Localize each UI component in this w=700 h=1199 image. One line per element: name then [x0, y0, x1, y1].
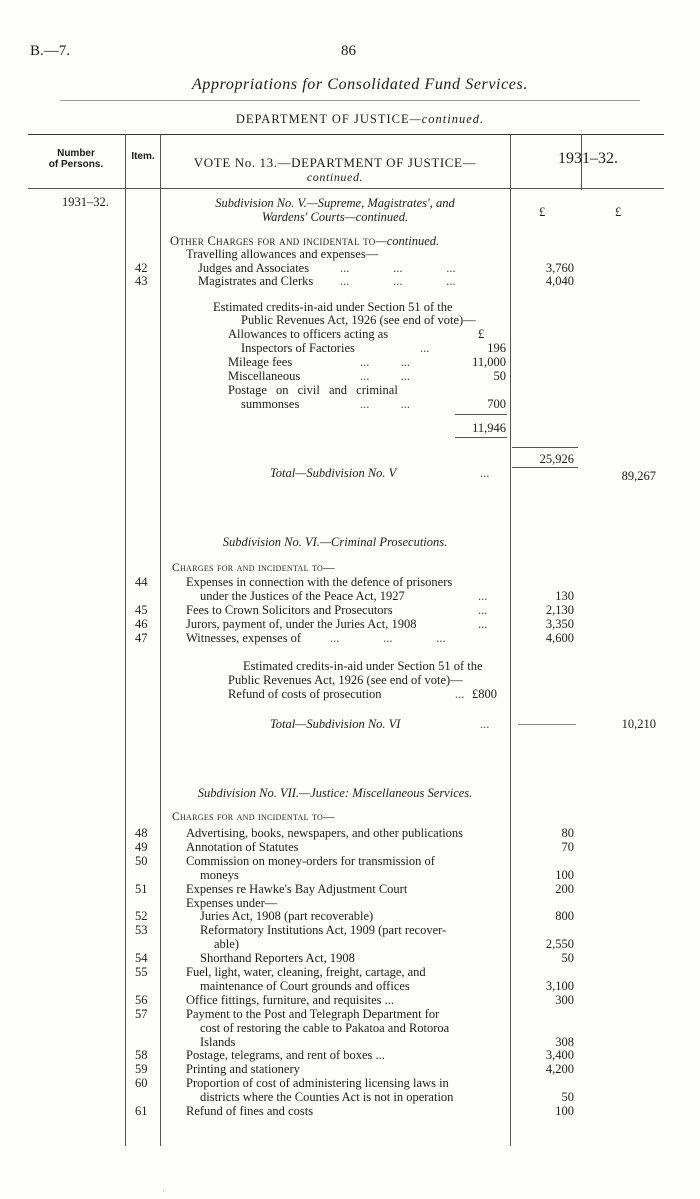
page-footer-mark: ·	[162, 1187, 165, 1196]
vi-credits-line2: Public Revenues Act, 1926 (see end of vote)—	[228, 673, 463, 687]
subdivision-vii-heading: Subdivision No. VII.—Justice: Miscellaneous Services.	[197, 786, 473, 800]
vote-title	[162, 156, 508, 184]
line-item-amount: 50	[561, 951, 574, 966]
credits-line2: Public Revenues Act, 1926 (see end of vote)—	[241, 313, 476, 327]
year-heading: 1931–32.	[558, 150, 618, 167]
persons-header-line1: Number	[57, 148, 95, 159]
line-item-amount: 2,130	[545, 603, 574, 617]
subdivision-vi-heading: Subdivision No. VI.—Criminal Prosecutions.	[222, 535, 448, 549]
line-item-label: Expenses re Hawke's Bay Adjustment Court	[186, 881, 408, 896]
item-number: 45	[135, 603, 148, 617]
leader-dots: ... ...	[360, 369, 410, 383]
table-top-rule	[28, 134, 664, 135]
subdivision-v-group-heading	[170, 234, 439, 248]
item-number: 58	[135, 1048, 148, 1063]
leader-dots: ... ... ...	[340, 274, 456, 288]
group-heading-caps: Other Charges for and incidental to	[170, 234, 376, 248]
leader-dots: ...	[455, 687, 465, 701]
leader-dots: ... ...	[360, 397, 410, 411]
line-item-label: Jurors, payment of, under the Juries Act, 1908	[186, 617, 417, 631]
vi-refund-label: Refund of costs of prosecution	[228, 687, 382, 701]
subdivision-vii-group-heading: Charges for and incidental to—	[172, 811, 335, 823]
vi-credits-line1: Estimated credits-in-aid under Section 51 of the	[243, 659, 483, 673]
table-header-rule	[28, 188, 664, 189]
line-item-amount: 2,550	[545, 937, 574, 952]
item-number: 61	[135, 1104, 148, 1118]
line-item-label: Fuel, light, water, cleaning, freight, cartage, and	[186, 965, 426, 979]
column-divider-persons	[125, 134, 126, 1146]
line-item-amount: 4,040	[545, 274, 574, 288]
item-number: 52	[135, 909, 148, 924]
line-item-amount: 130	[555, 589, 574, 603]
credit-postage-line2: summonses	[241, 397, 300, 411]
travel-heading: Travelling allowances and expenses—	[186, 247, 379, 261]
line-item-amount: 100	[555, 1104, 574, 1118]
item-number: 60	[135, 1076, 148, 1091]
leader-dots: ... ...	[360, 355, 410, 369]
line-item-label: Magistrates and Clerks	[198, 274, 314, 288]
subdivision-v-heading-line2: Wardens' Courts—continued.	[261, 210, 409, 224]
item-number: 47	[135, 631, 148, 645]
line-item-label: Fees to Crown Solicitors and Prosecutors	[186, 603, 393, 617]
subtotal-under-rule	[512, 467, 578, 468]
line-item-label-continued: Expenses under—	[186, 895, 278, 910]
item-number: 59	[135, 1062, 148, 1077]
subdivision-v-subtotal: 25,926	[539, 452, 574, 466]
vote-title-line1: VOTE No. 13.—DEPARTMENT OF JUSTICE—	[193, 155, 477, 170]
line-item-label: Printing and stationery	[186, 1062, 300, 1077]
subdivision-vi-total-label: Total—Subdivision No. VI	[270, 717, 401, 731]
line-item-amount: 800	[555, 909, 574, 924]
line-item-label-continued: under the Justices of the Peace Act, 1927	[200, 589, 405, 603]
line-item-label: Payment to the Post and Telegraph Department for	[186, 1006, 440, 1021]
item-number: 55	[135, 965, 148, 979]
line-item-amount: 4,200	[545, 1062, 574, 1077]
leader-dots: ...	[478, 589, 488, 603]
line-item-label: Postage, telegrams, and rent of boxes ...	[186, 1048, 385, 1063]
header-item: Item.	[131, 151, 155, 162]
leader-dots: ...	[480, 717, 490, 731]
group-heading-suffix: —continued.	[375, 234, 440, 248]
item-number: 54	[135, 951, 148, 966]
line-item-amount: 3,100	[545, 978, 574, 993]
subdivision-v-heading-line1: Subdivision No. V.—Supreme, Magistrates', and	[215, 196, 455, 210]
persons-year: 1931–32.	[62, 195, 109, 209]
item-number: 51	[135, 881, 148, 896]
line-item-amount: 308	[555, 1034, 574, 1049]
subdivision-v-heading	[162, 196, 508, 224]
line-item-label: Witnesses, expenses of	[186, 631, 302, 645]
header-number-of-persons	[28, 148, 124, 170]
line-item-amount: 4,600	[545, 631, 574, 645]
line-item-label-continued: districts where the Counties Act is not in operation	[200, 1090, 454, 1105]
column-divider-item	[160, 134, 161, 1146]
pound-sign-left: £	[539, 205, 546, 219]
line-item-label: Juries Act, 1908 (part recoverable)	[200, 909, 374, 924]
line-item-amount: 3,350	[545, 617, 574, 631]
credit-allowances-line2: Inspectors of Factories	[241, 341, 355, 355]
persons-header-line2: of Persons.	[48, 159, 104, 170]
column-divider-amount	[510, 134, 511, 1146]
credit-misc-label: Miscellaneous	[228, 369, 301, 383]
line-item-amount: 100	[555, 867, 574, 882]
line-item-amount: 50	[561, 1090, 574, 1105]
credits-total: 11,946	[472, 421, 506, 435]
leader-dots: ... ... ...	[340, 261, 456, 275]
line-item-amount: 80	[561, 826, 574, 840]
credit-allowances-line1: Allowances to officers acting as	[228, 327, 389, 341]
department-suffix: —continued.	[409, 112, 485, 126]
department-heading	[160, 112, 560, 126]
line-item-amount: 70	[561, 839, 574, 854]
credit-postage-line1: Postage on civil and criminal	[228, 383, 398, 397]
vi-blank-rule	[518, 724, 576, 725]
credit-mileage-amount: 11,000	[472, 355, 506, 369]
item-number: 53	[135, 923, 148, 938]
line-item-label: Proportion of cost of administering licensing laws in	[186, 1076, 449, 1091]
line-item-label-continued: maintenance of Court grounds and offices	[200, 978, 410, 993]
line-item-label: Office fittings, furniture, and requisites ...	[186, 992, 395, 1007]
pound-sign-right: £	[615, 205, 622, 219]
line-item-label: Shorthand Reporters Act, 1908	[200, 951, 355, 966]
line-item-label: Commission on money-orders for transmission of	[186, 853, 435, 868]
credits-line1: Estimated credits-in-aid under Section 51 of the	[213, 300, 453, 314]
line-item-label: Judges and Associates	[198, 261, 310, 275]
leader-dots: ...	[420, 341, 430, 355]
department-name: DEPARTMENT OF JUSTICE	[235, 112, 410, 126]
page-number: 86	[341, 43, 356, 59]
leader-dots: ...	[478, 617, 488, 631]
item-number: 49	[135, 839, 148, 854]
page-title: Appropriations for Consolidated Fund Services.	[192, 76, 528, 93]
subdivision-vi-group-heading: Charges for and incidental to—	[172, 562, 335, 574]
credit-allowances-amount: 196	[487, 341, 506, 355]
line-item-amount: 300	[555, 992, 574, 1007]
subtotal-rule	[512, 447, 578, 448]
line-item-amount: 3,400	[545, 1048, 574, 1063]
item-number: 44	[135, 575, 148, 589]
credits-under-rule	[455, 437, 507, 438]
credit-postage-amount: 700	[487, 397, 506, 411]
subdivision-v-total: 89,267	[621, 469, 656, 483]
item-number: 46	[135, 617, 148, 631]
title-rule	[60, 100, 640, 101]
leader-dots: ... ... ...	[330, 631, 446, 645]
item-number: 48	[135, 826, 148, 840]
line-item-label: Advertising, books, newspapers, and other publications	[186, 826, 464, 840]
leader-dots: ...	[478, 603, 488, 617]
item-number: 57	[135, 1006, 148, 1021]
item-number: 43	[135, 274, 148, 288]
item-number: 50	[135, 853, 148, 868]
leader-dots: ...	[480, 466, 490, 480]
line-item-label-continued: Islands	[200, 1034, 236, 1049]
item-number: 42	[135, 261, 148, 275]
line-item-amount: 3,760	[545, 261, 574, 275]
vi-refund-amount: £800	[472, 687, 497, 701]
line-item-label: Annotation of Statutes	[186, 839, 299, 854]
credits-sum-rule	[455, 414, 507, 415]
credit-pound-sign: £	[478, 327, 485, 341]
item-number: 56	[135, 992, 148, 1007]
vote-title-line2: continued.	[306, 170, 364, 184]
credit-mileage-label: Mileage fees	[228, 355, 293, 369]
line-item-label-continued: moneys	[200, 867, 239, 882]
subdivision-vi-total: 10,210	[621, 717, 656, 731]
line-item-label-continued: able)	[214, 937, 239, 952]
series-code: B.—7.	[30, 43, 71, 59]
line-item-label-continued: cost of restoring the cable to Pakatoa and Rotoroa	[200, 1020, 450, 1035]
line-item-label: Refund of fines and costs	[186, 1104, 314, 1118]
subdivision-v-total-label: Total—Subdivision No. V	[270, 466, 397, 480]
credit-misc-amount: 50	[493, 369, 506, 383]
line-item-amount: 200	[555, 881, 574, 896]
line-item-label: Expenses in connection with the defence of prisoners	[186, 575, 453, 589]
line-item-label: Reformatory Institutions Act, 1909 (part recover-	[200, 923, 447, 938]
